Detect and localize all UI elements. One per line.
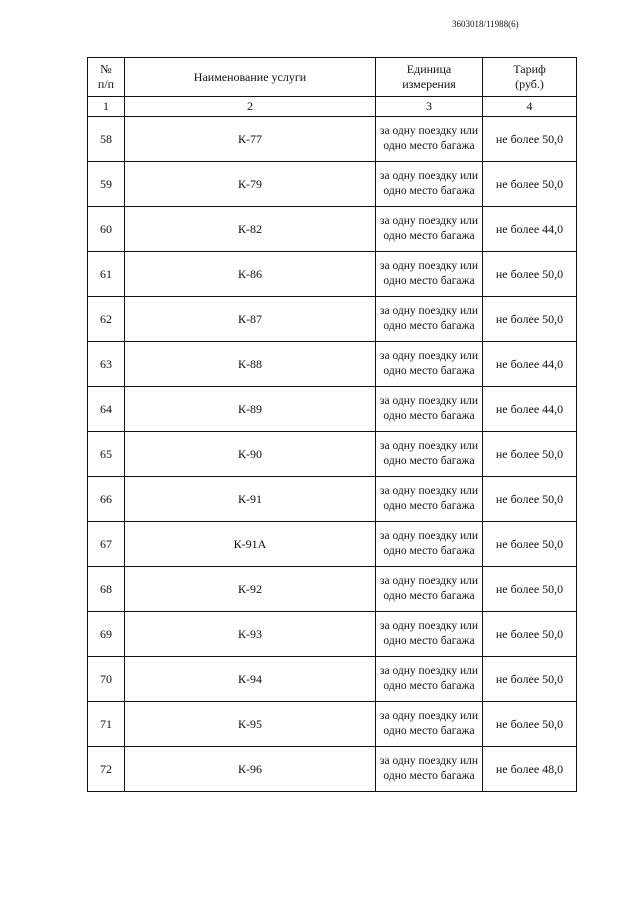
unit-cell [376, 297, 483, 342]
row-number-cell [88, 207, 125, 252]
service-name-cell [125, 477, 376, 522]
unit-text: за одну поездку или одно место багажа [379, 710, 479, 737]
unit-cell [376, 567, 483, 612]
service-name-text: К-94 [238, 671, 262, 686]
tariff-cell [483, 297, 577, 342]
service-name-cell [125, 297, 376, 342]
tariff-text: не более 50,0 [495, 491, 564, 506]
tariff-text: не более 50,0 [495, 581, 564, 596]
tariff-cell [483, 477, 577, 522]
service-name-cell [125, 117, 376, 162]
service-name-cell [125, 432, 376, 477]
service-name-text: К-77 [238, 131, 262, 146]
table-row [88, 117, 577, 162]
tariff-cell [483, 342, 577, 387]
table-row [88, 612, 577, 657]
row-number-cell [88, 567, 125, 612]
tariff-text: не более 50,0 [495, 626, 564, 641]
service-name-text: К-86 [238, 266, 262, 281]
row-number-text: 61 [100, 266, 112, 281]
tariff-cell [483, 657, 577, 702]
service-name-text: К-92 [238, 581, 262, 596]
table-row [88, 297, 577, 342]
unit-cell [376, 657, 483, 702]
tariff-text: не более 50,0 [495, 446, 564, 461]
tariff-cell [483, 117, 577, 162]
table-row [88, 432, 577, 477]
tariff-cell [483, 207, 577, 252]
row-number-cell [88, 117, 125, 162]
row-number-text: 69 [100, 626, 112, 641]
service-name-text: К-91А [233, 536, 267, 551]
unit-cell [376, 252, 483, 297]
row-number-text: 71 [100, 716, 112, 731]
tariff-table [87, 57, 577, 792]
tariff-cell [483, 747, 577, 792]
service-name-cell [125, 747, 376, 792]
unit-text: за одну поездку или одно место багажа [379, 125, 479, 152]
row-number-cell [88, 387, 125, 432]
header-name: Наименование услуги [125, 58, 376, 97]
table-row [88, 657, 577, 702]
table-row [88, 567, 577, 612]
tariff-cell [483, 702, 577, 747]
header-unit-label: Единица измерения [402, 62, 456, 91]
column-index: 2 [125, 97, 376, 117]
row-number-cell [88, 522, 125, 567]
service-name-cell [125, 657, 376, 702]
header-tariff [483, 58, 577, 97]
row-number-text: 65 [100, 446, 112, 461]
unit-cell [376, 207, 483, 252]
unit-text: за одну поездку или одно место багажа [379, 575, 479, 602]
row-number-cell [88, 342, 125, 387]
column-index: 3 [376, 97, 483, 117]
unit-text: за одну поездку или одно место багажа [379, 620, 479, 647]
unit-cell [376, 477, 483, 522]
service-name-cell [125, 612, 376, 657]
table-header-row [88, 58, 577, 97]
unit-text: за одну поездку или одно место багажа [379, 260, 479, 287]
tariff-text: не более 44,0 [495, 356, 564, 371]
row-number-cell [88, 747, 125, 792]
service-name-text: К-95 [238, 716, 262, 731]
tariff-cell [483, 612, 577, 657]
row-number-text: 62 [100, 311, 112, 326]
tariff-text: не более 50,0 [495, 266, 564, 281]
tariff-text: не более 50,0 [495, 536, 564, 551]
service-name-text: К-87 [238, 311, 262, 326]
unit-text: за одну поездку или одно место багажа [379, 170, 479, 197]
service-name-cell [125, 162, 376, 207]
tariff-text: не более 44,0 [495, 401, 564, 416]
service-name-text: К-79 [238, 176, 262, 191]
row-number-text: 64 [100, 401, 112, 416]
header-num-label: № п/п [97, 62, 115, 91]
unit-text: за одну поездку или одно место багажа [379, 485, 479, 512]
tariff-cell [483, 522, 577, 567]
service-name-text: К-90 [238, 446, 262, 461]
service-name-cell [125, 387, 376, 432]
service-name-cell [125, 207, 376, 252]
service-name-text: К-96 [238, 761, 262, 776]
unit-cell [376, 432, 483, 477]
unit-cell [376, 387, 483, 432]
row-number-text: 59 [100, 176, 112, 191]
unit-text: за одну поездку или одно место багажа [379, 530, 479, 557]
tariff-text: не более 50,0 [495, 176, 564, 191]
service-name-cell [125, 342, 376, 387]
column-index-row [88, 97, 577, 117]
unit-cell [376, 747, 483, 792]
table-row [88, 522, 577, 567]
table-row [88, 477, 577, 522]
row-number-cell [88, 477, 125, 522]
row-number-cell [88, 297, 125, 342]
service-name-text: К-91 [238, 491, 262, 506]
row-number-cell [88, 162, 125, 207]
row-number-cell [88, 432, 125, 477]
unit-cell [376, 702, 483, 747]
tariff-text: не более 44,0 [495, 221, 564, 236]
unit-text: за одну поездку или одно место багажа [379, 665, 479, 692]
unit-text: за одну поездку илн одно место багажа [379, 755, 479, 782]
row-number-cell [88, 702, 125, 747]
column-index: 1 [88, 97, 125, 117]
table-row [88, 747, 577, 792]
row-number-cell [88, 612, 125, 657]
tariff-cell [483, 567, 577, 612]
table-row [88, 207, 577, 252]
unit-text: за одну поездку или одно место багажа [379, 215, 479, 242]
tariff-cell [483, 252, 577, 297]
tariff-cell [483, 387, 577, 432]
header-tariff-label: Тариф (руб.) [513, 62, 546, 91]
row-number-text: 58 [100, 131, 112, 146]
tariff-text: не более 48,0 [495, 761, 564, 776]
unit-cell [376, 162, 483, 207]
service-name-cell [125, 702, 376, 747]
service-name-cell [125, 567, 376, 612]
row-number-text: 67 [100, 536, 112, 551]
table-row [88, 387, 577, 432]
tariff-text: не более 50,0 [495, 716, 564, 731]
unit-cell [376, 342, 483, 387]
row-number-text: 68 [100, 581, 112, 596]
table-row [88, 702, 577, 747]
tariff-text: не более 50,0 [495, 131, 564, 146]
header-unit [376, 58, 483, 97]
row-number-text: 70 [100, 671, 112, 686]
row-number-cell [88, 252, 125, 297]
unit-text: за одну поездку или одно место багажа [379, 305, 479, 332]
tariff-cell [483, 162, 577, 207]
row-number-cell [88, 657, 125, 702]
unit-cell [376, 612, 483, 657]
table-row [88, 342, 577, 387]
unit-text: за одну поездку или одно место багажа [379, 350, 479, 377]
table-row [88, 162, 577, 207]
document-number: 3603018/11988(6) [452, 19, 519, 29]
unit-cell [376, 522, 483, 567]
table-row [88, 252, 577, 297]
header-num [88, 58, 125, 97]
row-number-text: 63 [100, 356, 112, 371]
tariff-text: не более 50,0 [495, 311, 564, 326]
service-name-text: К-82 [238, 221, 262, 236]
unit-cell [376, 117, 483, 162]
service-name-text: К-93 [238, 626, 262, 641]
service-name-text: К-88 [238, 356, 262, 371]
row-number-text: 60 [100, 221, 112, 236]
unit-text: за одну поездку или одно место багажа [379, 440, 479, 467]
service-name-text: К-89 [238, 401, 262, 416]
unit-text: за одну поездку или одно место багажа [379, 395, 479, 422]
row-number-text: 72 [100, 761, 112, 776]
row-number-text: 66 [100, 491, 112, 506]
tariff-text: не более 50,0 [495, 671, 564, 686]
tariff-cell [483, 432, 577, 477]
column-index: 4 [483, 97, 577, 117]
service-name-cell [125, 252, 376, 297]
service-name-cell [125, 522, 376, 567]
